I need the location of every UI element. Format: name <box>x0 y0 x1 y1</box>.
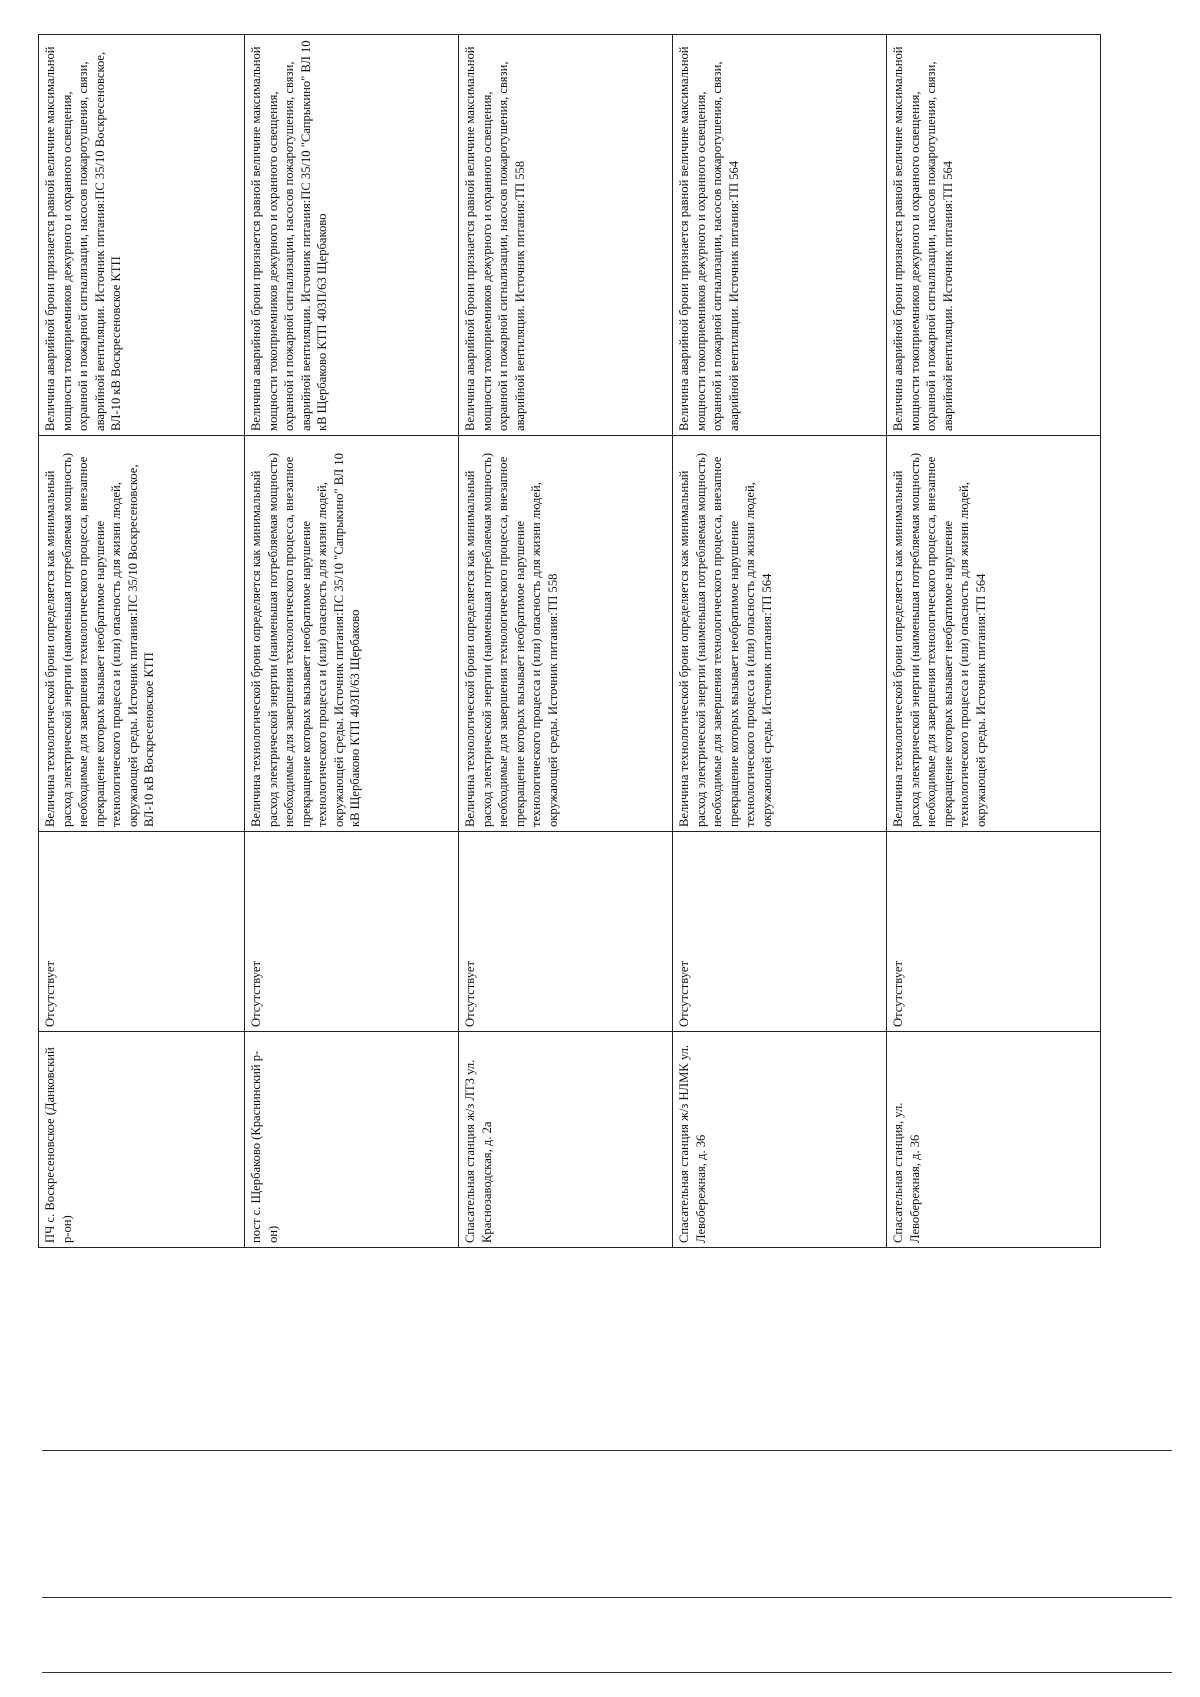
table-row <box>39 35 245 1248</box>
technological-reserve-cell: Величина технологической брони определяется как минимальный расход электрической энергии (наименьшая потребляемая мощность) необходимые для завершения технологического процесса, внезапное прекращение которых вызывает необратимое нарушение технологического процесса и (или) опасность для жизни людей, окружающей среды. Источник питания:ПС 35/10 "Сапрыкино" ВЛ 10 кВ Щербаково КТП 403П/63 Щербаково <box>245 436 459 832</box>
responsible-cell: Отсутствует <box>39 832 245 1032</box>
object-cell: пост с. Щербаково (Краснинский р-он) <box>245 1032 459 1248</box>
table-row <box>887 35 1101 1248</box>
table-row <box>459 35 673 1248</box>
emergency-reserve-cell: Величина аварийной брони признается равной величине максимальной мощности токоприемников дежурного и охранного освещения, охранной и пожарной сигнализации, насосов пожаротушения, связи, аварийной вентиляции. Источник питания:ПС 35/10 "Сапрыкино" ВЛ 10 кВ Щербаково КТП 403П/63 Щербаково <box>245 35 459 436</box>
table-row <box>673 35 887 1248</box>
object-cell: Спасательная станция ж/з НЛМК ул. Левобережная, д. 36 <box>673 1032 887 1248</box>
emergency-reserve-cell: Величина аварийной брони признается равной величине максимальной мощности токоприемников дежурного и охранного освещения, охранной и пожарной сигнализации, насосов пожаротушения, связи, аварийной вентиляции. Источник питания:ТП 564 <box>673 35 887 436</box>
horizontal-rule-middle <box>42 1597 1172 1598</box>
emergency-reserve-cell: Величина аварийной брони признается равной величине максимальной мощности токоприемников дежурного и охранного освещения, охранной и пожарной сигнализации, насосов пожаротушения, связи, аварийной вентиляции. Источник питания:ПС 35/10 Воскресеновское, ВЛ-10 кВ Воскресеновское КТП <box>39 35 245 436</box>
object-cell: Спасательная станция, ул. Левобережная, д. 36 <box>887 1032 1101 1248</box>
reserve-table <box>38 34 1101 1248</box>
technological-reserve-cell: Величина технологической брони определяется как минимальный расход электрической энергии (наименьшая потребляемая мощность) необходимые для завершения технологического процесса, внезапное прекращение которых вызывает необратимое нарушение технологического процесса и (или) опасность для жизни людей, окружающей среды. Источник питания:ПС 35/10 Воскресеновское, ВЛ-10 кВ Воскресеновское КТП <box>39 436 245 832</box>
responsible-cell: Отсутствует <box>673 832 887 1032</box>
responsible-cell: Отсутствует <box>887 832 1101 1032</box>
emergency-reserve-cell: Величина аварийной брони признается равной величине максимальной мощности токоприемников дежурного и охранного освещения, охранной и пожарной сигнализации, насосов пожаротушения, связи, аварийной вентиляции. Источник питания:ТП 564 <box>887 35 1101 436</box>
object-cell: Спасательная станция ж/з ЛТЗ ул. Краснозаводская, д. 2а <box>459 1032 673 1248</box>
technological-reserve-cell: Величина технологической брони определяется как минимальный расход электрической энергии (наименьшая потребляемая мощность) необходимые для завершения технологического процесса, внезапное прекращение которых вызывает необратимое нарушение технологического процесса и (или) опасность для жизни людей, окружающей среды. Источник питания:ТП 558 <box>459 436 673 832</box>
emergency-reserve-cell: Величина аварийной брони признается равной величине максимальной мощности токоприемников дежурного и охранного освещения, охранной и пожарной сигнализации, насосов пожаротушения, связи, аварийной вентиляции. Источник питания:ТП 558 <box>459 35 673 436</box>
responsible-cell: Отсутствует <box>245 832 459 1032</box>
table-row <box>245 35 459 1248</box>
horizontal-rule-bottom <box>42 1672 1172 1673</box>
technological-reserve-cell: Величина технологической брони определяется как минимальный расход электрической энергии (наименьшая потребляемая мощность) необходимые для завершения технологического процесса, внезапное прекращение которых вызывает необратимое нарушение технологического процесса и (или) опасность для жизни людей, окружающей среды. Источник питания:ТП 564 <box>673 436 887 832</box>
object-cell: ПЧ с. Воскресеновское (Данковский р-он) <box>39 1032 245 1248</box>
horizontal-rule-top <box>42 1450 1172 1451</box>
technological-reserve-cell: Величина технологической брони определяется как минимальный расход электрической энергии (наименьшая потребляемая мощность) необходимые для завершения технологического процесса, внезапное прекращение которых вызывает необратимое нарушение технологического процесса и (или) опасность для жизни людей, окружающей среды. Источник питания:ТП 564 <box>887 436 1101 832</box>
responsible-cell: Отсутствует <box>459 832 673 1032</box>
